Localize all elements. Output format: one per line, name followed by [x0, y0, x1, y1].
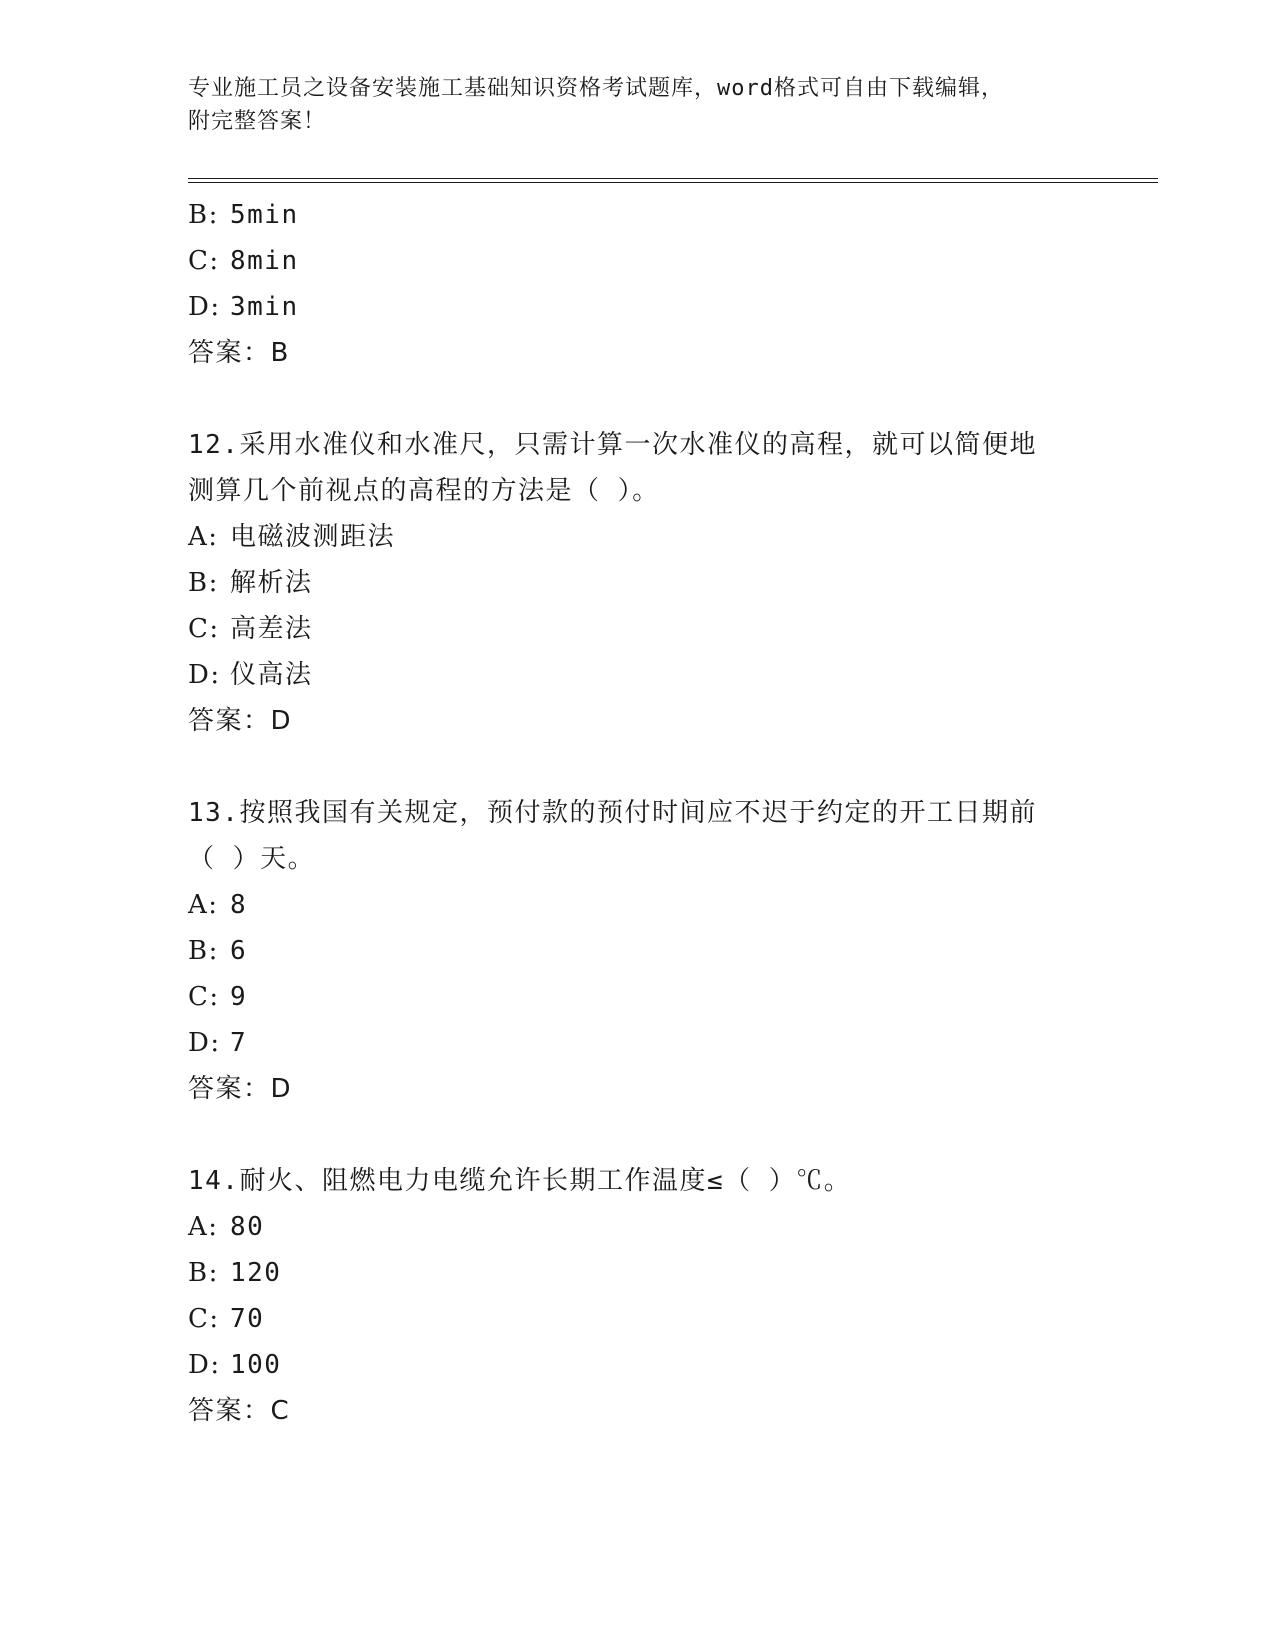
option-letter: C:: [188, 246, 220, 276]
option-text: 解析法: [230, 568, 313, 598]
answer: 答案：D: [188, 706, 293, 736]
option-text: 7: [230, 1028, 248, 1058]
question-14: [188, 1158, 1088, 1434]
option-a: [188, 1204, 1088, 1250]
option-c: [188, 606, 1088, 652]
question-12: [188, 422, 1088, 744]
option-letter: B:: [188, 568, 219, 598]
option-text: 高差法: [230, 614, 313, 644]
option-text: 120: [230, 1258, 282, 1288]
document-header: [188, 72, 1088, 138]
question-text-line-1: 12.采用水准仪和水准尺，只需计算一次水准仪的高程，就可以简便地: [188, 430, 1037, 460]
answer: 答案：B: [188, 338, 290, 368]
option-a: [188, 882, 1088, 928]
question-text-line-2: 测算几个前视点的高程的方法是（ ）。: [188, 476, 660, 506]
option-letter: C:: [188, 614, 220, 644]
option-letter: A:: [188, 890, 219, 920]
option-a: [188, 514, 1088, 560]
option-b: [188, 928, 1088, 974]
option-d: [188, 1020, 1088, 1066]
question-content: [188, 192, 1088, 1434]
header-divider-top: [188, 178, 1158, 179]
option-letter: C:: [188, 982, 220, 1012]
option-c: [188, 1296, 1088, 1342]
option-letter: C:: [188, 1304, 220, 1334]
option-d: [188, 284, 1088, 330]
answer: 答案：D: [188, 1074, 293, 1104]
header-line-2: 附完整答案！: [188, 109, 327, 134]
option-text: 仪高法: [230, 660, 313, 690]
option-text: 3min: [230, 292, 299, 322]
option-letter: A:: [188, 522, 219, 552]
option-letter: D:: [188, 660, 221, 690]
option-text: 100: [230, 1350, 282, 1380]
option-letter: D:: [188, 1350, 221, 1380]
question-text-line-1: 13.按照我国有关规定，预付款的预付时间应不迟于约定的开工日期前: [188, 798, 1037, 828]
option-b: [188, 192, 1088, 238]
option-text: 电磁波测距法: [230, 522, 396, 552]
option-letter: B:: [188, 200, 219, 230]
option-letter: D:: [188, 1028, 221, 1058]
question-13: [188, 790, 1088, 1112]
option-text: 6: [230, 936, 248, 966]
option-text: 9: [230, 982, 248, 1012]
option-letter: B:: [188, 936, 219, 966]
option-text: 80: [230, 1212, 265, 1242]
option-d: [188, 1342, 1088, 1388]
option-text: 70: [230, 1304, 265, 1334]
option-c: [188, 974, 1088, 1020]
option-text: 8: [230, 890, 248, 920]
question-text-line-2: （ ）天。: [188, 844, 316, 874]
option-b: [188, 560, 1088, 606]
option-letter: D:: [188, 292, 221, 322]
option-c: [188, 238, 1088, 284]
header-divider-bottom: [188, 182, 1158, 183]
option-b: [188, 1250, 1088, 1296]
answer: 答案：C: [188, 1396, 291, 1426]
option-text: 8min: [230, 246, 299, 276]
option-letter: B:: [188, 1258, 219, 1288]
previous-question-fragment: [188, 192, 1088, 376]
option-d: [188, 652, 1088, 698]
option-letter: A:: [188, 1212, 219, 1242]
question-text-line-1: 14.耐火、阻燃电力电缆允许长期工作温度≤（ ）℃。: [188, 1166, 852, 1196]
header-line-1: 专业施工员之设备安装施工基础知识资格考试题库，word格式可自由下载编辑，: [188, 76, 1004, 101]
option-text: 5min: [230, 200, 299, 230]
